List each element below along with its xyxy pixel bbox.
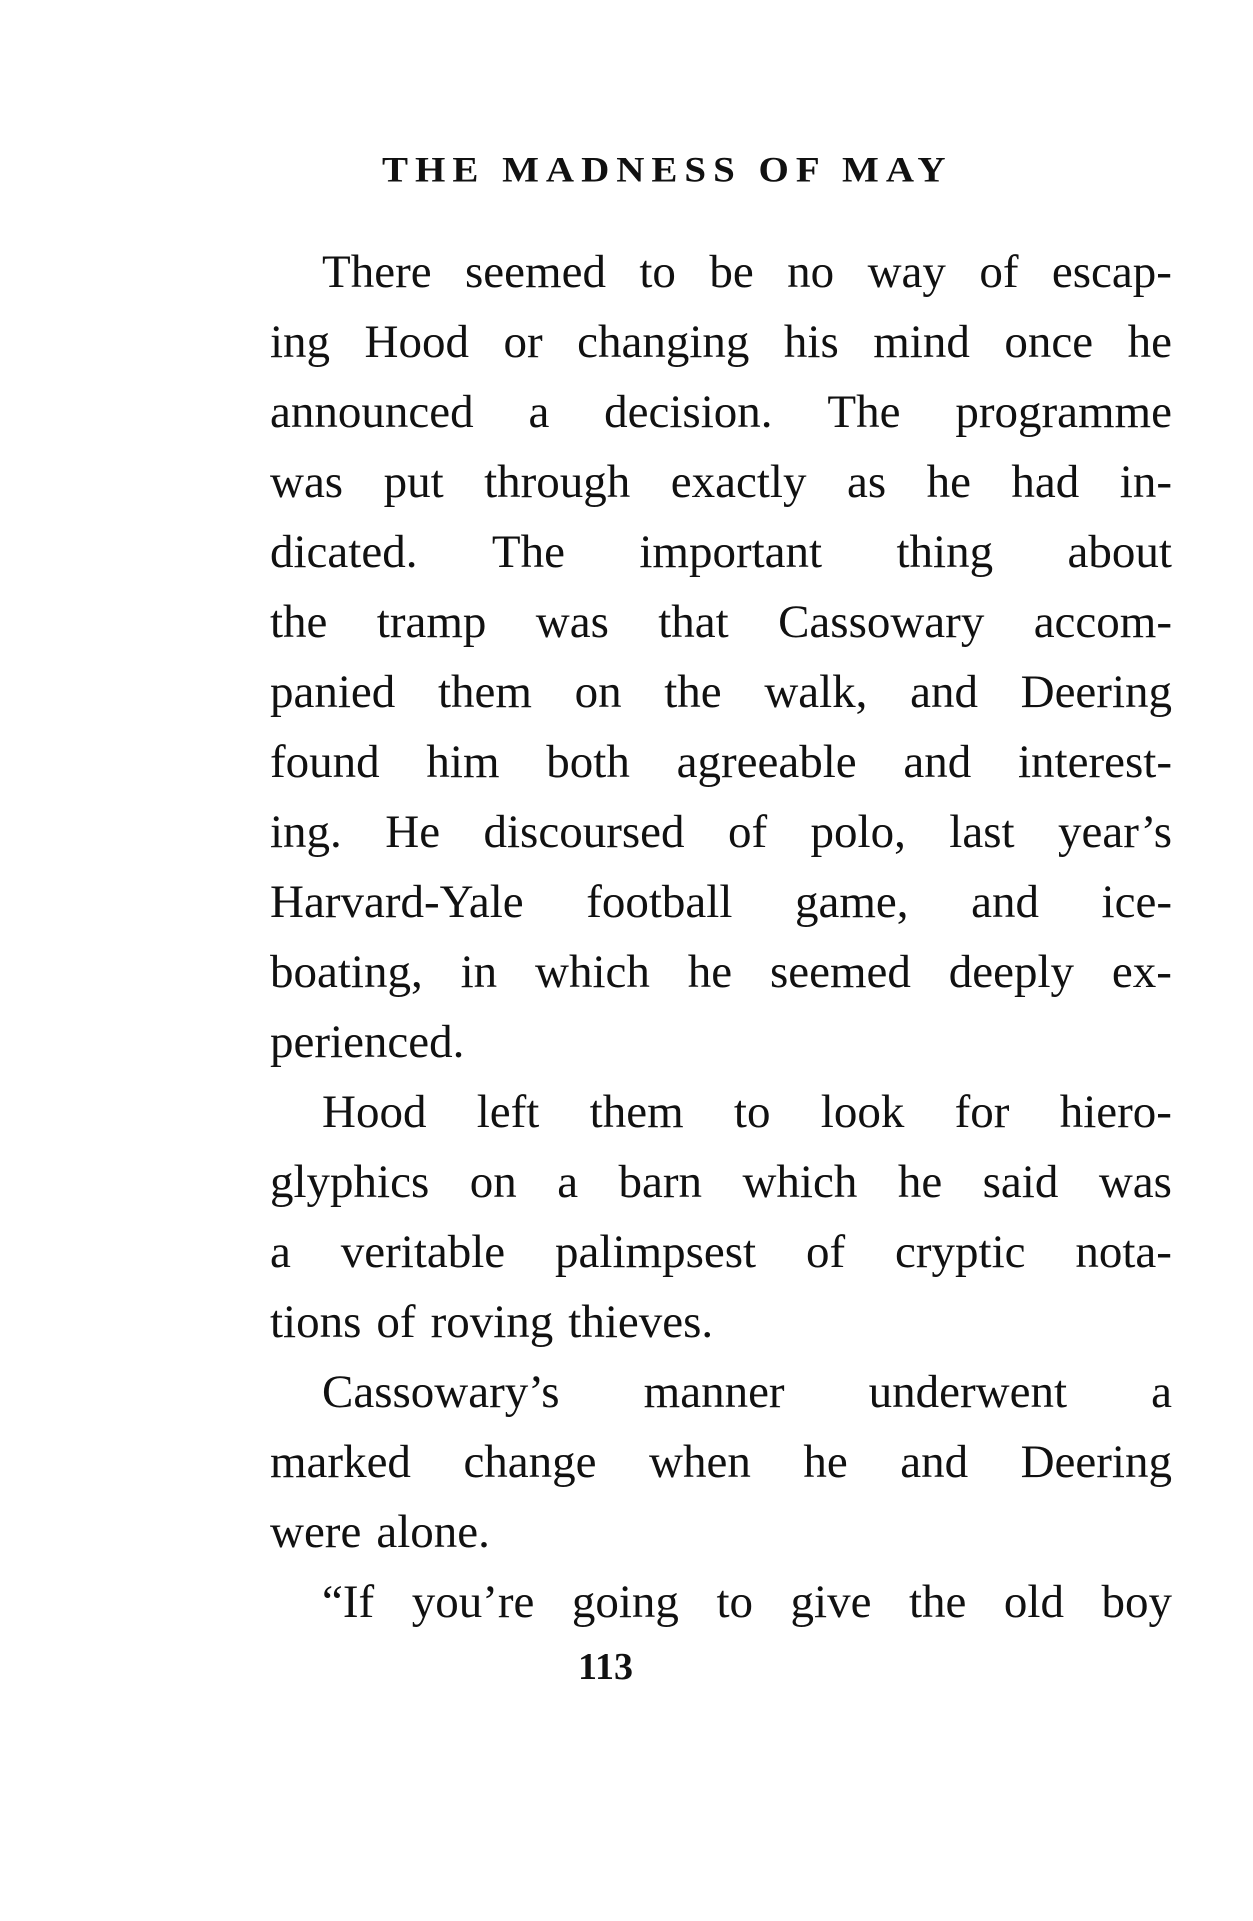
text-line: a veritable palimpsest of cryptic nota- xyxy=(270,1226,1172,1278)
text-line: marked change when he and Deering xyxy=(270,1436,1172,1488)
text-line: Harvard-Yale football game, and ice- xyxy=(270,876,1172,928)
text-line: ing Hood or changing his mind once he xyxy=(270,316,1172,368)
text-line: announced a decision. The programme xyxy=(270,386,1172,438)
running-head: THE MADNESS OF MAY xyxy=(382,150,953,190)
page-number-text: 113 xyxy=(578,1646,633,1688)
text-line: Cassowary’s manner underwent a xyxy=(322,1366,1172,1418)
text-line: ing. He discoursed of polo, last year’s xyxy=(270,806,1172,858)
text-line: perienced. xyxy=(270,1016,465,1068)
text-line: dicated. The important thing about xyxy=(270,526,1172,578)
body-text xyxy=(270,237,1172,1637)
text-line: tions of roving thieves. xyxy=(270,1296,714,1348)
text-line: There seemed to be no way of escap- xyxy=(322,246,1172,298)
text-line: glyphics on a barn which he said was xyxy=(270,1156,1172,1208)
text-line: found him both agreeable and interest- xyxy=(270,736,1172,788)
text-line: Hood left them to look for hiero- xyxy=(322,1086,1172,1138)
text-line: the tramp was that Cassowary accom- xyxy=(270,596,1172,648)
text-line: boating, in which he seemed deeply ex- xyxy=(270,946,1172,998)
text-line: “If you’re going to give the old boy xyxy=(322,1576,1172,1628)
text-line: was put through exactly as he had in- xyxy=(270,456,1172,508)
page-number xyxy=(0,1648,1253,1686)
text-line: panied them on the walk, and Deering xyxy=(270,666,1172,718)
text-line: were alone. xyxy=(270,1506,490,1558)
